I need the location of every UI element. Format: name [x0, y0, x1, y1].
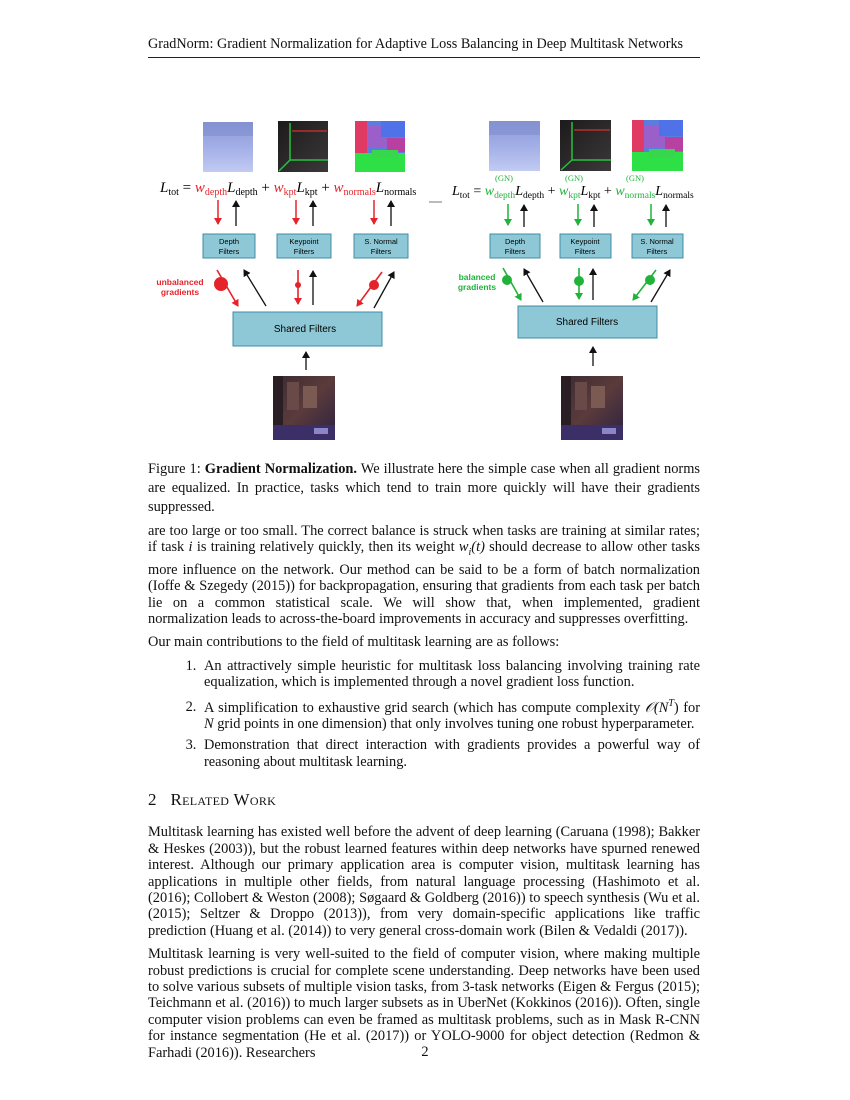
- right-input-image: [561, 376, 623, 440]
- loss-depth-sub: depth: [522, 191, 545, 201]
- gn-superscript-normals: (GN): [626, 173, 644, 183]
- weight-kpt-sub: kpt: [283, 187, 297, 198]
- right-head-keypoint: [560, 234, 611, 258]
- figure-gradnorm: [0, 0, 850, 450]
- loss-normals-sub: normals: [384, 187, 417, 198]
- math-complexity-close: ): [673, 699, 679, 716]
- loss-normals: L: [655, 184, 664, 199]
- math-w-sub: i: [468, 547, 472, 559]
- math-i: i: [188, 539, 193, 556]
- loss-depth: L: [515, 184, 523, 199]
- weight-kpt-sub: kpt: [568, 191, 581, 201]
- left-head-depth: [203, 234, 255, 258]
- grad-magnitude-depth: [502, 275, 512, 285]
- head-label-2: Filters: [218, 247, 240, 256]
- keypoint-output-image: [278, 121, 328, 172]
- shared-grad-arrow-normals: [633, 270, 656, 300]
- contribution-item: [200, 696, 700, 733]
- gradient-label-line2: gradients: [160, 287, 200, 297]
- section-heading: [148, 789, 700, 809]
- contribution-item: [200, 658, 700, 691]
- weight-normals-sub: normals: [343, 187, 376, 198]
- right-panel: [451, 120, 694, 440]
- loss-normals-sub: normals: [663, 191, 694, 201]
- weight-normals: w: [615, 184, 625, 199]
- loss-kpt: L: [580, 184, 589, 199]
- left-shared-filters: [233, 312, 382, 346]
- loss-kpt: L: [296, 180, 305, 196]
- weight-depth-sub: depth: [204, 187, 228, 198]
- weight-normals-sub: normals: [624, 191, 656, 201]
- shared-filters-label: Shared Filters: [273, 324, 337, 335]
- math-complexity-sup: T: [668, 697, 674, 709]
- loss-lhs-sub: tot: [459, 191, 470, 201]
- gradient-label-line2: gradients: [457, 282, 497, 292]
- head-label-2: Filters: [293, 247, 315, 256]
- left-loss-formula: [159, 180, 416, 198]
- intro-paragraph-2: Our main contributions to the field of multitask learning are as follows:: [148, 634, 560, 651]
- body-text: [148, 523, 700, 1068]
- head-label-1: S. Normal: [640, 237, 674, 246]
- plus-1: +: [257, 180, 274, 196]
- grad-magnitude-normals: [645, 275, 655, 285]
- left-panel: [156, 121, 416, 440]
- gn-superscript-kpt: (GN): [565, 173, 583, 183]
- math-t: (t): [471, 539, 485, 556]
- loss-normals: L: [375, 180, 385, 196]
- head-label-1: S. Normal: [364, 237, 398, 246]
- weight-normals: w: [333, 180, 344, 196]
- head-label-2: Filters: [504, 247, 526, 256]
- plus-1: +: [544, 184, 559, 199]
- math-complexity: 𝒪(N: [644, 699, 669, 716]
- section-title: Related Work: [170, 789, 277, 809]
- weight-depth: w: [194, 180, 205, 196]
- keypoint-output-image: [560, 120, 611, 171]
- contributions-list: [148, 658, 700, 770]
- related-paragraph-1: Multitask learning has existed well before the advent of deep learning (Caruana (1998); Bakker & Heskes (2003)), but the robust learned features within deep networks have spurned renewed interest. Although our primary application area is computer vision, multitask learning has applications in multiple other fields, from natural language processing (Hashimoto et al. (2016); Collobert & Weston (2008); Søgaard & Goldberg (2016)) to speech synthesis (Wu et al. (2015); Seltzer & Droppo (2013)), from very domain-specific applications like traffic prediction (Huang et al. (2014)) to very general cross-domain work (Bilen & Vedaldi (2017)).: [148, 824, 700, 939]
- section-number: 2: [148, 789, 157, 809]
- right-head-depth: [490, 234, 540, 258]
- loss-lhs-sub: tot: [168, 187, 179, 198]
- head-label-1: Depth: [218, 237, 240, 246]
- weight-kpt: w: [559, 184, 569, 199]
- figure-caption: [148, 460, 700, 517]
- intro-paragraph-1: [148, 523, 700, 627]
- surface-normal-output-image: [632, 120, 683, 171]
- loss-eq: =: [469, 184, 485, 199]
- contribution-item: [200, 737, 700, 770]
- left-head-keypoint: [277, 234, 331, 258]
- loss-lhs: L: [452, 184, 460, 199]
- weight-depth: w: [484, 184, 495, 199]
- caption-text: We illustrate here the simple case when all gradient norms are equalized. In practice, tasks which tend to train more quickly will have their gradients suppressed.: [148, 461, 700, 515]
- loss-depth: L: [227, 180, 236, 196]
- right-head-normals: [632, 234, 683, 258]
- caption-label: Figure 1:: [148, 461, 205, 477]
- shared-forward-arrow-normals: [651, 270, 670, 302]
- plus-2: +: [600, 184, 616, 199]
- surface-normal-output-image: [355, 121, 405, 172]
- shared-forward-arrow-normals: [374, 272, 394, 308]
- related-paragraph-2: Multitask learning is very well-suited to the field of computer vision, where making multiple robust predictions is crucial for complete scene understanding. Deep networks have been used to solve various subsets of multiple vision tasks, from 3-task networks (Eigen & Fergus (2015); Teichmann et al. (2016)) to much larger subsets as in UberNet (Kokkinos (2016)). Often, single computer vision problems can even be framed as multitask problems, such as in Mask R-CNN for instance segmentation (He et al. (2017)) or YOLO-9000 for object detection (Redmon & Farhadi (2016)). Researchers: [148, 946, 700, 1061]
- gn-superscript-depth: (GN): [495, 173, 513, 183]
- loss-kpt-sub: kpt: [588, 191, 601, 201]
- head-label-1: Depth: [504, 237, 526, 246]
- head-label-2: Filters: [370, 247, 392, 256]
- loss-depth-sub: depth: [235, 187, 258, 198]
- grad-magnitude-kpt: [295, 282, 301, 288]
- contribution-text-a: A simplification to exhaustive grid search (which has compute complexity: [204, 699, 645, 716]
- page-number: 2: [421, 1044, 429, 1060]
- intro-text-c: should decrease to allow other tasks more influence on the network. Our method can be said to be a form of batch normalization (Ioffe & Szegedy (2015)) for backpropagation, ensuring that gradients from each task per batch lie on a common statistical scale. We will show that, when implemented, gradient normalization leads to across-the-board improvements in accuracy and suppresses overfitting.: [148, 539, 700, 627]
- gradient-label-line1: balanced: [458, 272, 496, 282]
- right-loss-formula: [451, 184, 694, 201]
- running-header: GradNorm: Gradient Normalization for Adaptive Loss Balancing in Deep Multitask Networks: [148, 36, 700, 58]
- grad-magnitude-depth: [214, 277, 228, 291]
- intro-text-a: are too large or too small. The correct balance is struck when tasks are training at similar rates; if task: [148, 523, 700, 556]
- right-shared-filters: [518, 306, 657, 338]
- contribution-text-c: grid points in one dimension) that only involves tuning one robust hyperparameter.: [213, 715, 695, 732]
- shared-forward-arrow-depth: [244, 270, 266, 306]
- grad-magnitude-kpt: [574, 276, 584, 286]
- head-label-1: Keypoint: [570, 237, 600, 246]
- weight-kpt: w: [273, 180, 284, 196]
- grad-magnitude-normals: [369, 280, 379, 290]
- loss-kpt-sub: kpt: [304, 187, 318, 198]
- contribution-text-b: for: [678, 699, 700, 716]
- shared-forward-arrow-depth: [524, 269, 543, 302]
- head-label-2: Filters: [646, 247, 668, 256]
- loss-eq: =: [178, 180, 195, 196]
- loss-lhs: L: [160, 180, 169, 196]
- weight-depth-sub: depth: [494, 191, 516, 201]
- plus-2: +: [317, 180, 334, 196]
- left-input-image: [273, 376, 335, 440]
- head-label-1: Keypoint: [289, 237, 319, 246]
- shared-filters-label: Shared Filters: [555, 317, 619, 328]
- math-w: w: [458, 539, 469, 556]
- gradient-label-line1: unbalanced: [156, 277, 204, 287]
- caption-bold: Gradient Normalization.: [204, 461, 358, 477]
- contribution-text: An attractively simple heuristic for multitask loss balancing involving training rate equalization, which is implemented through a novel gradient loss function.: [204, 657, 700, 691]
- math-n: N: [204, 715, 214, 732]
- head-label-2: Filters: [574, 247, 596, 256]
- intro-text-b: is training relatively quickly, then its weight: [192, 539, 459, 556]
- contribution-text: Demonstration that direct interaction with gradients provides a powerful way of reasoning about multitask learning.: [204, 737, 700, 770]
- left-head-normals: [354, 234, 408, 258]
